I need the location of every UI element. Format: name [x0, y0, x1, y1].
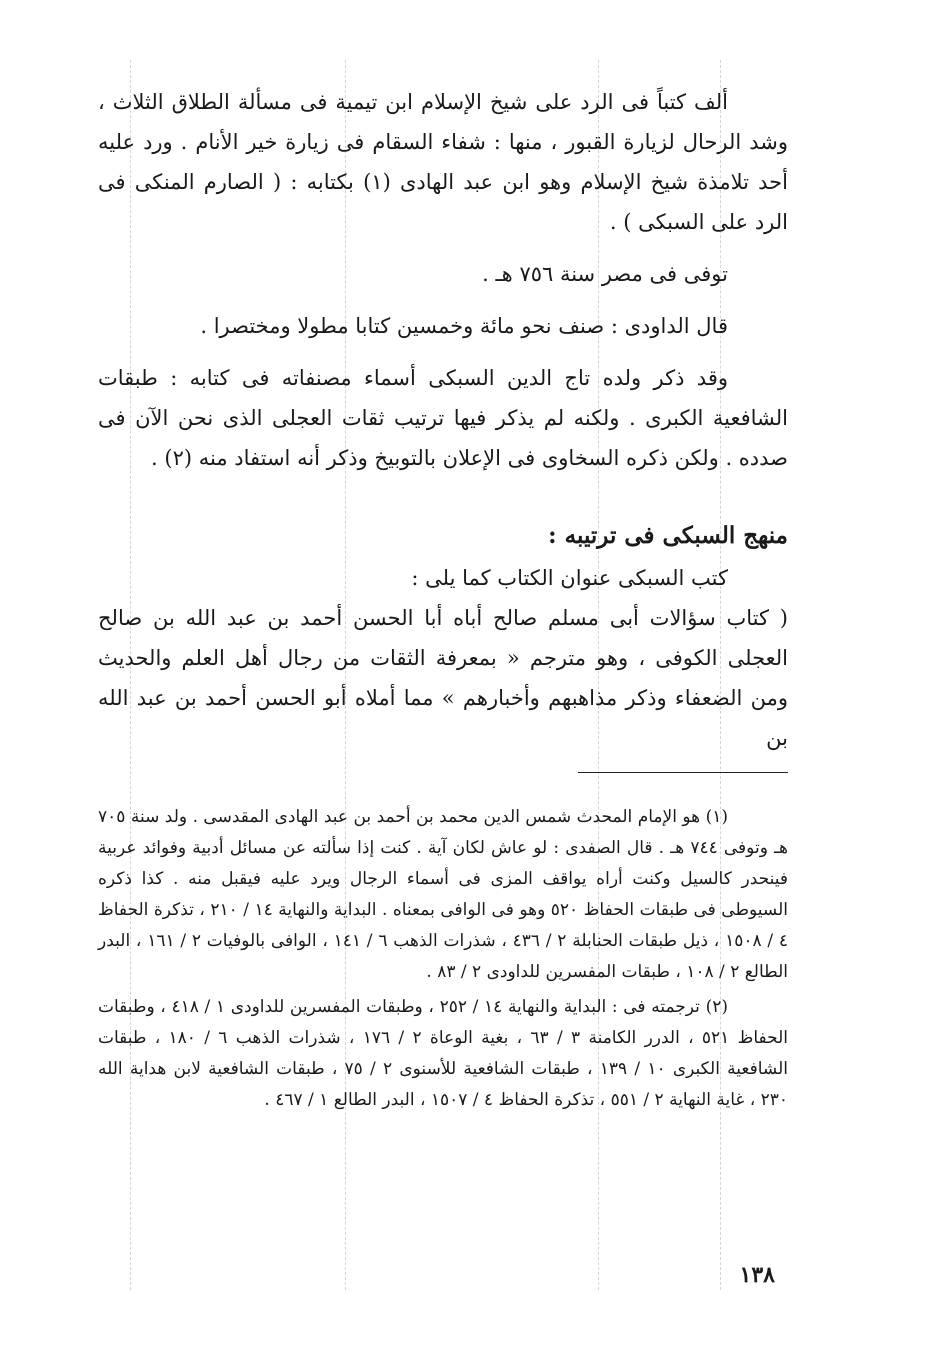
footnote-separator [578, 772, 788, 773]
footnote-1: (١) هو الإمام المحدث شمس الدين محمد بن أحمد بن عبد الهادى المقدسى . ولد سنة ٧٠٥ هـ وتوفى ٧٤٤ هـ . قال الصفدى : لو عاش لكان آية . كنت إذا سألته عن مسائل أدبية وفوائد عربية فينحدر كالسيل وكنت أراه يواقف المزى فى أسماء الرجال ويرد عليه فيقبل منه . كذا ذكره السيوطى فى طبقات الحفاظ ٥٢٠ وهو فى الوافى بمعناه . البداية والنهاية ١٤ / ٢١٠ ، تذكرة الحفاظ ٤ / ١٥٠٨ ، ذيل طبقات الحنابلة ٢ / ٤٣٦ ، شذرات الذهب ٦ / ١٤١ ، الوافى بالوفيات ٢ / ١٦١ ، البدر الطالع ٢ / ١٠٨ ، طبقات المفسرين للداودى ٢ / ٨٣ . [98, 807, 789, 982]
paragraph-book-title: ( كتاب سؤالات أبى مسلم صالح أباه أبا الحسن أحمد بن عبد الله بن صالح العجلى الكوفى ، وهو مترجم « بمعرفة الثقات من رجال أهل العلم والحديث ومن الضعفاء وذكر مذاهبهم وأخبارهم » مما أملاه أبو الحسن أحمد بن عبد الله بن [98, 606, 788, 750]
paragraph-title-intro: كتب السبكى عنوان الكتاب كما يلى : [411, 566, 728, 590]
page-number: ١٣٨ [739, 1262, 775, 1288]
paragraph-taj-aldin: وقد ذكر ولده تاج الدين السبكى أسماء مصنفاته فى كتابه : طبقات الشافعية الكبرى . ولكنه لم يذكر فيها ترتيب ثقات العجلى الذى نحن الآن فى صدده . ولكن ذكره السخاوى فى الإعلان بالتوبيخ وذكر أنه استفاد منه (٢) . [98, 366, 788, 470]
main-text [98, 82, 788, 758]
footnote-2: (٢) ترجمته فى : البداية والنهاية ١٤ / ٢٥٢ ، وطبقات المفسرين للداودى ١ / ٤١٨ ، وطبقات الحفاظ ٥٢١ ، الدرر الكامنة ٣ / ٦٣ ، بغية الوعاة ٢ / ١٧٦ ، شذرات الذهب ٦ / ١٨٠ ، طبقات الشافعية الكبرى ١٠ / ١٣٩ ، طبقات الشافعية للأسنوى ٢ / ٧٥ ، طبقات الشافعية لابن هداية الله ٢٣٠ ، غاية النهاية ٢ / ٥٥١ ، تذكرة الحفاظ ٤ / ١٥٠٧ ، البدر الطالع ١ / ٤٦٧ . [98, 997, 789, 1110]
paragraph-dawudi-quote: قال الداودى : صنف نحو مائة وخمسين كتابا مطولا ومختصرا . [200, 314, 728, 338]
paragraph-death-date: توفى فى مصر سنة ٧٥٦ هـ . [482, 262, 728, 286]
footnotes [98, 802, 788, 1116]
paragraph-sobki-books: ألف كتباً فى الرد على شيخ الإسلام ابن تيمية فى مسألة الطلاق الثلاث ، وشد الرحال لزيارة القبور ، منها : شفاء السقام فى زيارة خير الأنام . ورد عليه أحد تلامذة شيخ الإسلام وهو ابن عبد الهادى (١) بكتابه : ( الصارم المنكى فى الرد على السبكى ) . [98, 90, 788, 234]
section-heading: منهج السبكى فى ترتيبه : [548, 522, 788, 549]
